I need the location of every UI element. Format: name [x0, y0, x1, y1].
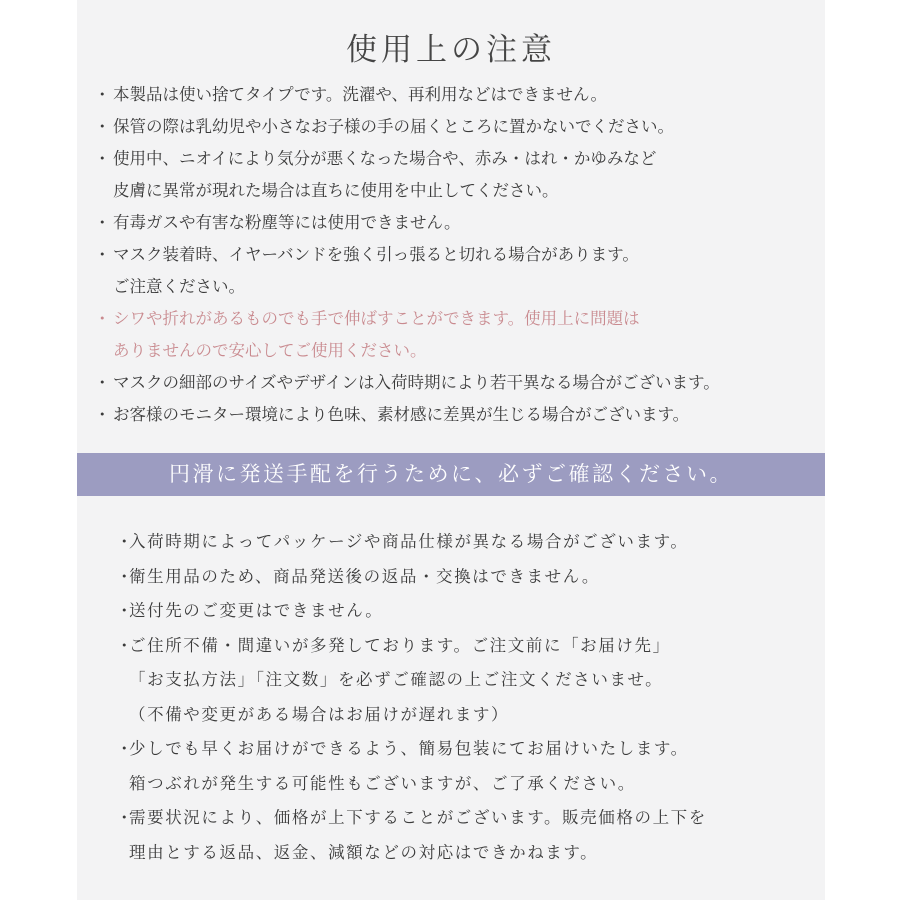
- caution-text: 皮膚に異常が現れた場合は直ちに使用を中止してください。: [113, 181, 559, 200]
- confirm-banner: 円滑に発送手配を行うために、必ずご確認ください。: [77, 453, 825, 496]
- caution-text: シワや折れがあるものでも手で伸ばすことができます。使用上に問題は: [113, 309, 640, 328]
- notice-text: ご住所不備・間違いが多発しております。ご注文前に「お届け先」: [129, 635, 671, 655]
- bullet: ・: [94, 405, 111, 424]
- shipping-notice-list: [116, 525, 707, 870]
- notice-text: 入荷時期によってパッケージや商品仕様が異なる場合がございます。: [129, 532, 689, 551]
- bullet: ・: [116, 635, 133, 655]
- caution-item: [94, 367, 720, 399]
- notice-text: 衛生用品のため、商品発送後の返品・交換はできません。: [129, 566, 600, 586]
- bullet: ・: [94, 85, 111, 104]
- bullet: ・: [94, 213, 111, 232]
- notice-text: 理由とする返品、返金、減額などの対応はできかねます。: [129, 842, 599, 862]
- page-title: 使用上の注意: [346, 32, 556, 68]
- notice-panel: [77, 0, 825, 900]
- bullet: ・: [116, 601, 133, 620]
- bullet: ・: [94, 245, 111, 264]
- caution-text: ありませんので安心してご使用ください。: [113, 341, 427, 360]
- bullet: ・: [94, 149, 111, 168]
- caution-item: [94, 239, 720, 303]
- caution-text: 使用中、ニオイにより気分が悪くなった場合や、赤み・はれ・かゆみなど: [113, 149, 657, 168]
- bullet: ・: [116, 532, 133, 551]
- notice-item: [116, 732, 707, 801]
- caution-item-highlight: [94, 303, 720, 367]
- bullet: ・: [116, 808, 133, 827]
- caution-text: 有毒ガスや有害な粉塵等には使用できません。: [113, 213, 461, 232]
- notice-text: 需要状況により、価格が上下することがございます。販売価格の上下を: [129, 808, 707, 827]
- bullet: ・: [94, 117, 111, 136]
- caution-text: ご注意ください。: [113, 277, 245, 296]
- notice-text: 「お支払方法」「注文数」を必ずご確認の上ご注文くださいませ。: [129, 670, 664, 689]
- caution-item: [94, 79, 720, 111]
- caution-text: マスク装着時、イヤーバンドを強く引っ張ると切れる場合があります。: [113, 245, 639, 264]
- notice-text: 箱つぶれが発生する可能性もございますが、ご了承ください。: [129, 773, 636, 793]
- caution-text: マスクの細部のサイズやデザインは入荷時期により若干異なる場合がございます。: [113, 373, 720, 392]
- caution-text: 保管の際は乳幼児や小さなお子様の手の届くところに置かないでください。: [113, 117, 674, 136]
- caution-item: [94, 143, 720, 207]
- notice-item: [116, 594, 707, 629]
- caution-item: [94, 399, 720, 431]
- notice-item: [116, 629, 707, 733]
- caution-text: 本製品は使い捨てタイプです。洗濯や、再利用などはできません。: [113, 85, 608, 104]
- caution-text: お客様のモニター環境により色味、素材感に差異が生じる場合がございます。: [113, 405, 690, 424]
- notice-item: [116, 525, 707, 560]
- caution-item: [94, 111, 720, 143]
- caution-list: [94, 79, 720, 431]
- notice-text: 少しでも早くお届けができるよう、簡易包装にてお届けいたします。: [129, 739, 689, 758]
- bullet: ・: [94, 309, 111, 328]
- bullet: ・: [116, 566, 133, 586]
- bullet: ・: [94, 373, 111, 392]
- notice-text: 送付先のご変更はできません。: [129, 601, 384, 620]
- notice-item: [116, 560, 707, 595]
- bullet: ・: [116, 739, 133, 758]
- notice-text: （不備や変更がある場合はお届けが遅れます）: [129, 704, 510, 724]
- caution-item: [94, 207, 720, 239]
- notice-item: [116, 801, 707, 870]
